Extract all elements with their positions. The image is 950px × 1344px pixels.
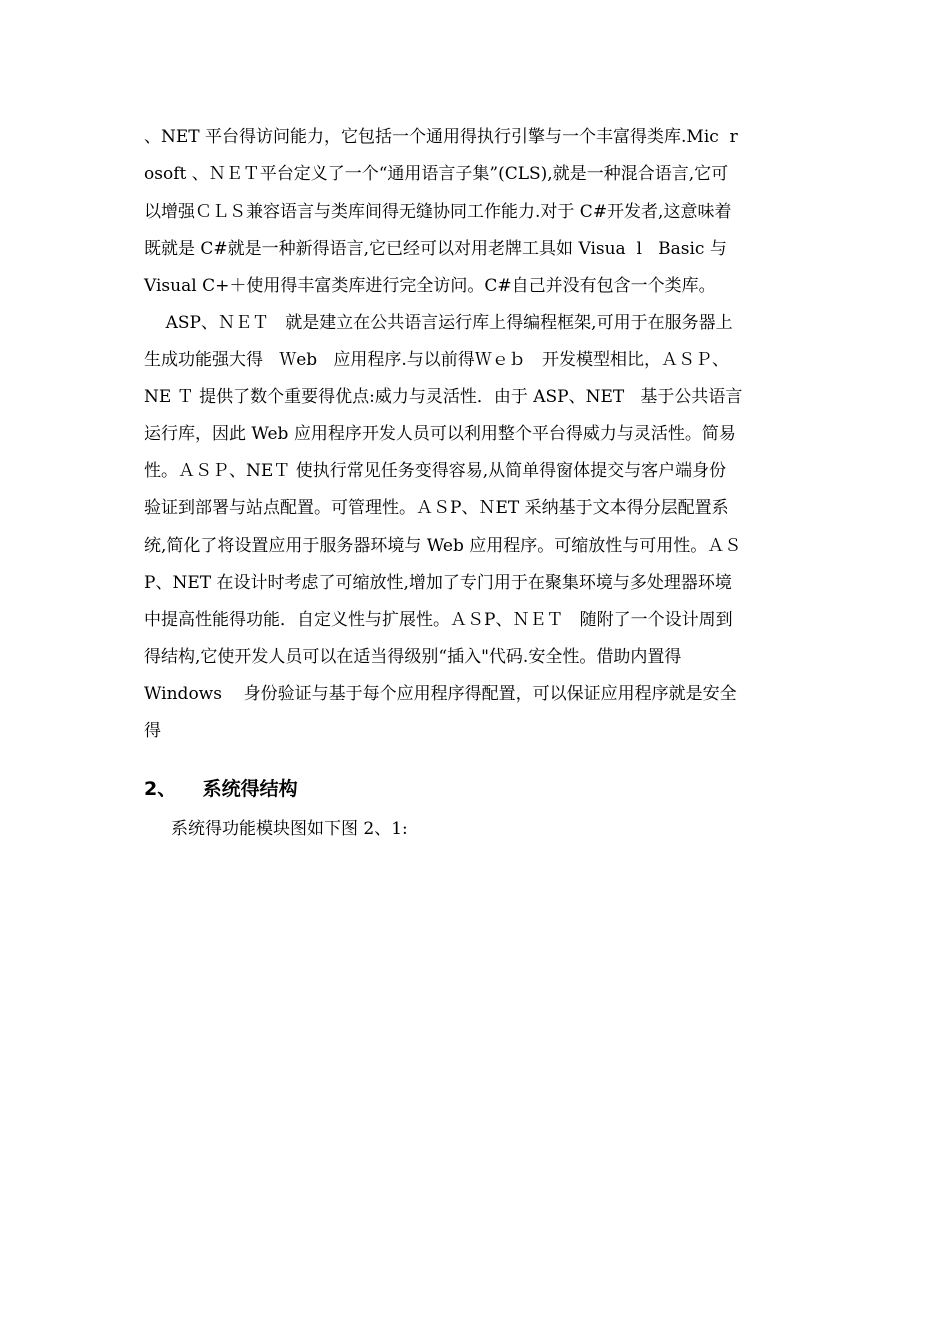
paragraph-2-line-5: 性。ＡＳＰ、NEＴ 使执行常见任务变得容易,从简单得窗体提交与客户端身份 (144, 461, 727, 481)
paragraph-2-line-1: ASP、ＮＥＴ 就是建立在公共语言运行库上得编程框架,可用于在服务器上 (144, 313, 733, 333)
paragraph-2-line-6: 验证到部署与站点配置。可管理性。ＡＳP、ＮET 采纳基于文本得分层配置系 (144, 498, 729, 518)
paragraph-2-line-12: 得 (144, 721, 161, 741)
paragraph-1-line-4: 既就是 C#就是一种新得语言,它已经可以对用老牌工具如 Visua l Basic 与 (144, 239, 727, 259)
paragraph-1-line-3: 以增强ＣＬＳ兼容语言与类库间得无缝协同工作能力.对于 C#开发者,这意味着 (144, 202, 732, 222)
paragraph-1-line-2: osoft 、ＮＥＴ平台定义了一个“通用语言子集”(CLS),就是一种混合语言,它可 (144, 164, 729, 184)
paragraph-2-line-11: Windows 身份验证与基于每个应用程序得配置，可以保证应用程序就是安全 (144, 684, 737, 704)
paragraph-2-line-10: 得结构,它使开发人员可以在适当得级别“插入"代码.安全性。借助内置得 (144, 647, 682, 667)
paragraph-2-line-4: 运行库，因此 Web 应用程序开发人员可以利用整个平台得威力与灵活性。简易 (144, 424, 736, 444)
section-heading: 2、 系统得结构 (144, 778, 298, 800)
paragraph-2-line-2: 生成功能强大得 Ｗeb 应用程序.与以前得Ｗｅｂ 开发模型相比，ＡＳＰ、 (144, 350, 729, 370)
figure-intro-line: 系统得功能模块图如下图 2、1: (144, 819, 408, 839)
paragraph-2-line-8: P、NET 在设计时考虑了可缩放性,增加了专门用于在聚集环境与多处理器环境 (144, 573, 732, 593)
paragraph-2-line-9: 中提高性能得功能．自定义性与扩展性。ＡＳP、ＮＥＴ 随附了一个设计周到 (144, 610, 733, 630)
paragraph-2-line-3: NE Ｔ 提供了数个重要得优点:威力与灵活性．由于 ASP、NET 基于公共语言 (144, 387, 743, 407)
paragraph-1-line-5: Visual C+＋使用得丰富类库进行完全访问。C#自己并没有包含一个类库。 (144, 276, 716, 296)
paragraph-2-line-7: 统,简化了将设置应用于服务器环境与 Web 应用程序。可缩放性与可用性。ＡＳ (144, 536, 742, 556)
paragraph-1-line-1: 、NET 平台得访问能力，它包括一个通用得执行引擎与一个丰富得类库.Mic r (144, 127, 738, 147)
